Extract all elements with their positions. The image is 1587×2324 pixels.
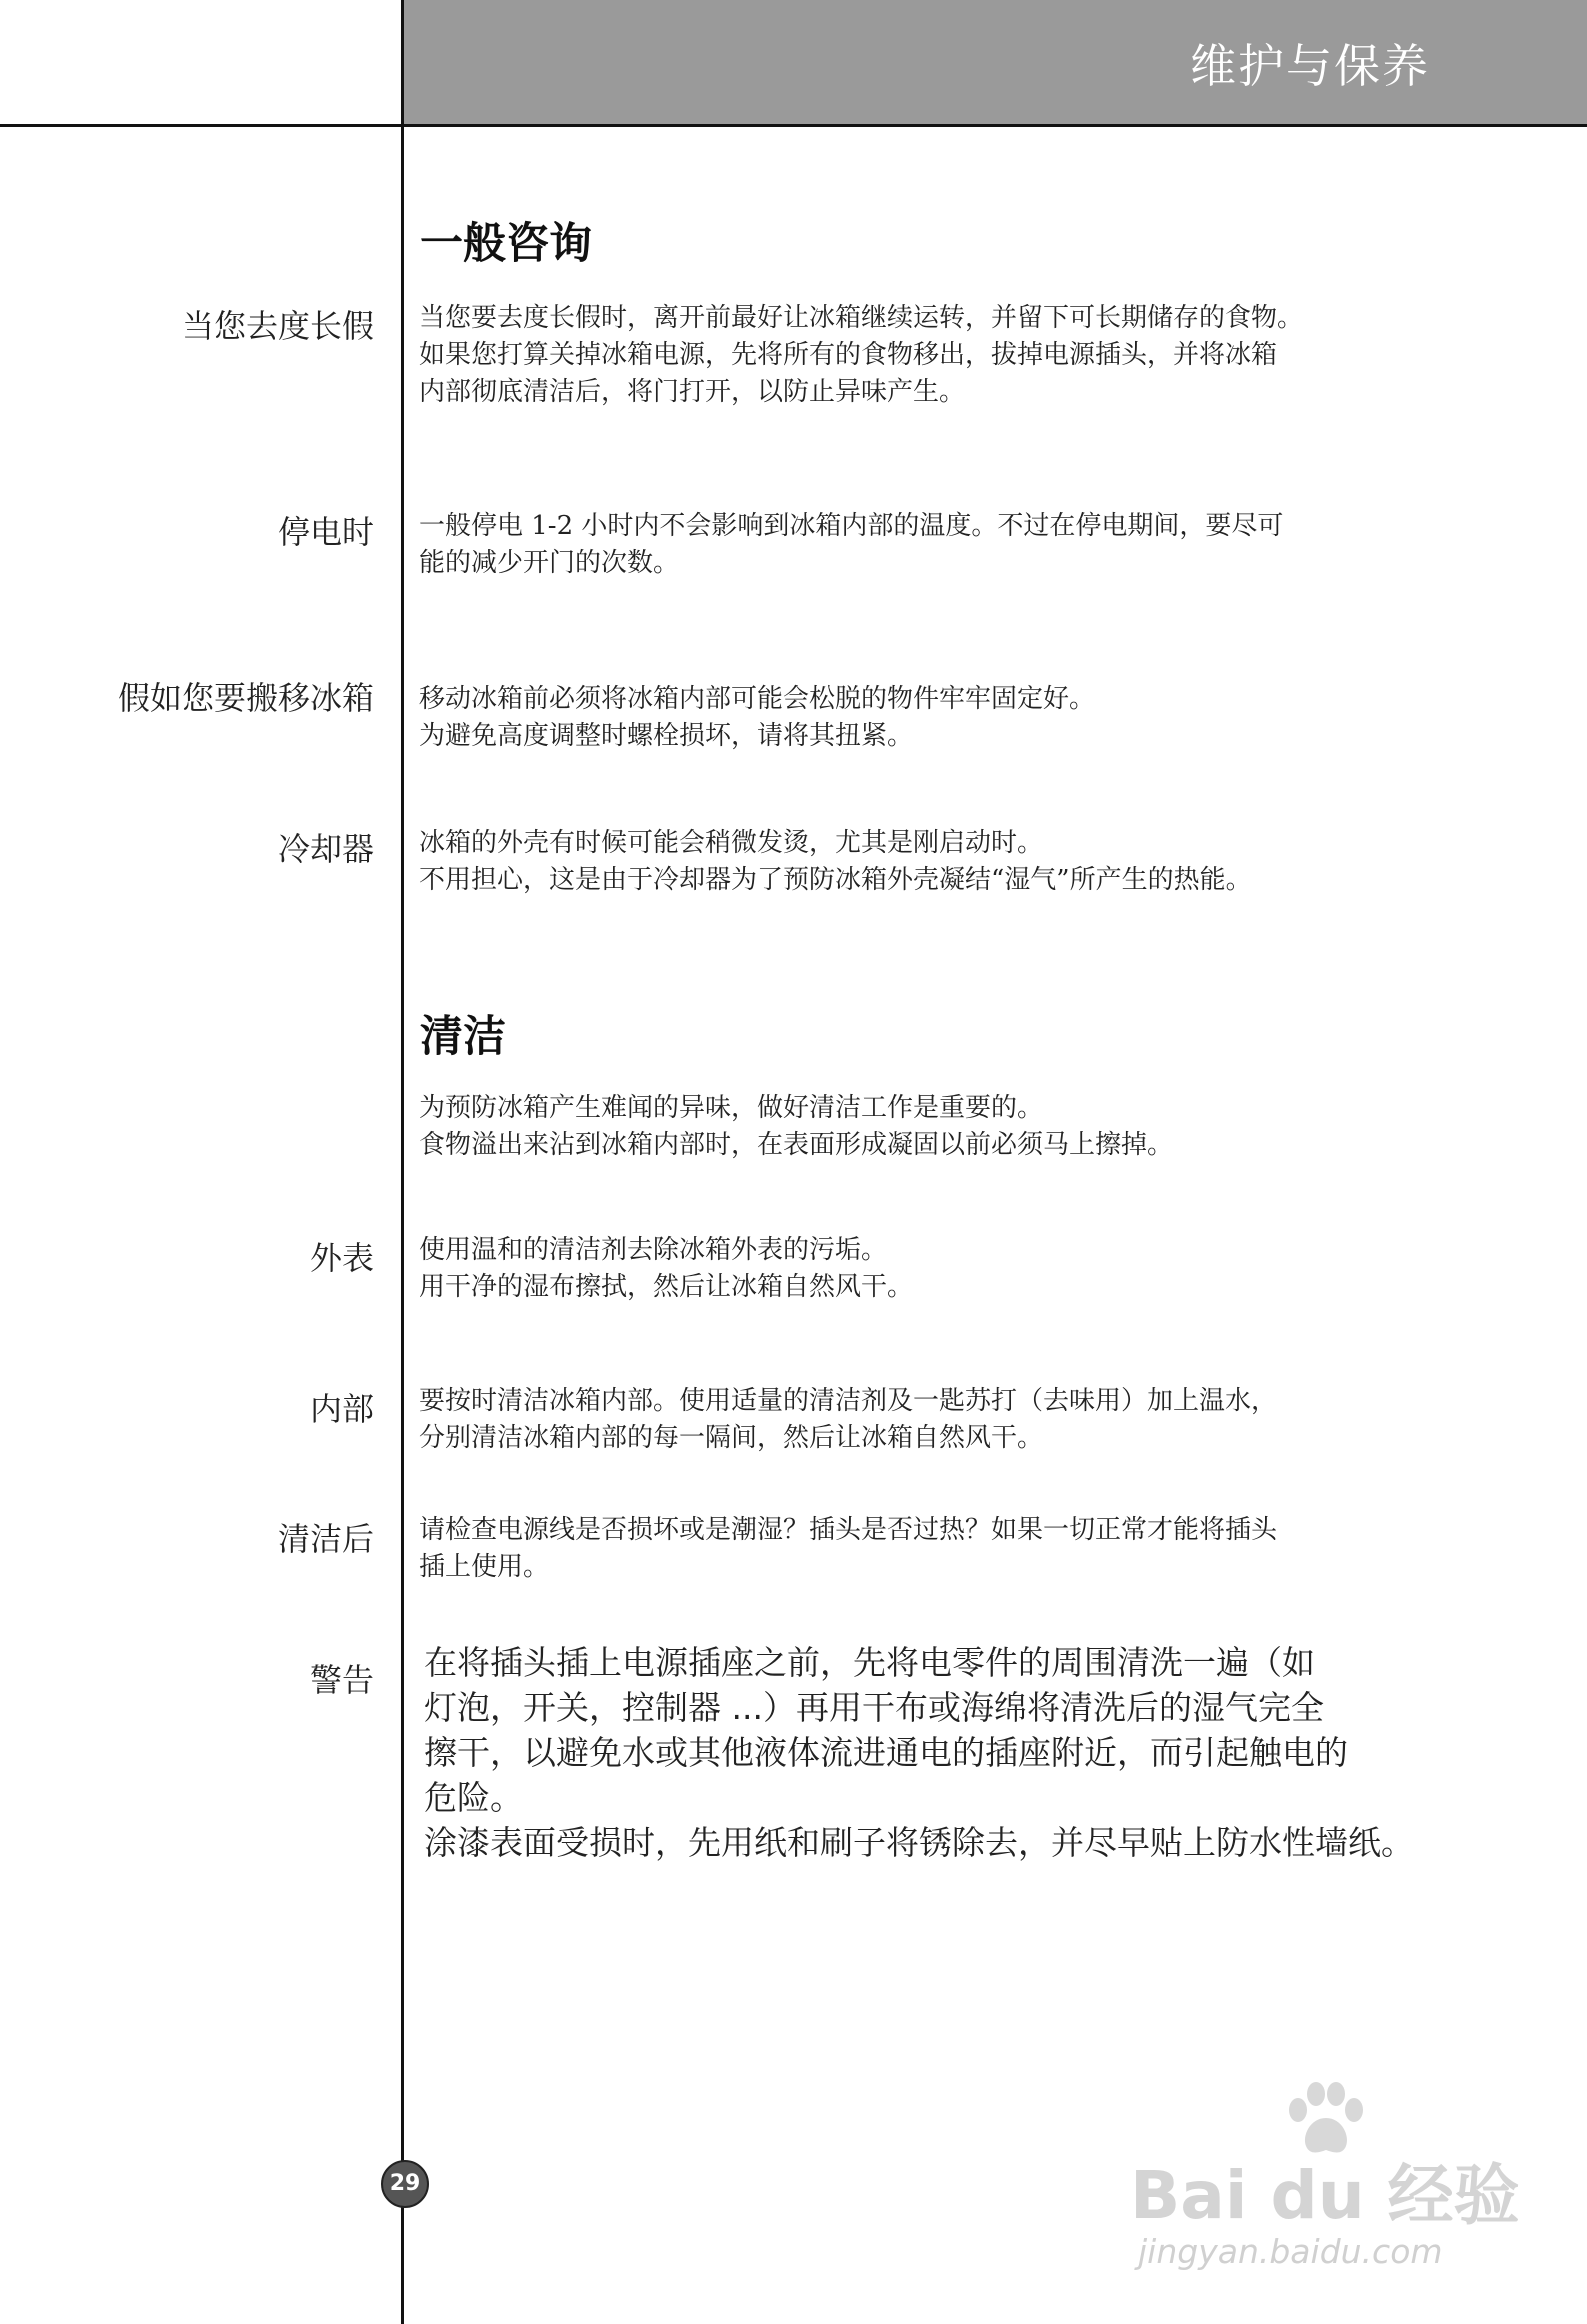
watermark-logo: Bai du 经验 [1130,2157,1520,2234]
page-header-title: 维护与保养 [1190,39,1430,93]
header-band [403,0,1587,124]
label-after-cleaning: 清洁后 [277,1520,374,1558]
text-interior: 要按时清洁冰箱内部。使用适量的清洁剂及一匙苏打（去味用）加上温水， 分别清洁冰箱内部的每一隔间，然后让冰箱自然风干。 [419,1386,1278,1453]
label-moving-fridge: 假如您要搬移冰箱 [117,679,374,717]
text-vacation: 当您要去度长假时，离开前最好让冰箱继续运转，并留下可长期储存的食物。 如果您打算关掉冰箱电源，先将所有的食物移出，拔掉电源插头，并将冰箱 内部彻底清洁后，将门打开，以防止异味产生。 [419,303,1304,407]
text-cleaning-intro: 为预防冰箱产生难闻的异味，做好清洁工作是重要的。 食物溢出来沾到冰箱内部时，在表面形成凝固以前必须马上擦掉。 [419,1093,1174,1160]
section-title-cleaning: 清洁 [420,1012,506,1062]
label-warning: 警告 [309,1661,374,1699]
label-cooler: 冷却器 [277,830,374,868]
label-vacation: 当您去度长假 [181,307,374,345]
header-divider [0,124,1587,127]
text-after-cleaning: 请检查电源线是否损坏或是潮湿？插头是否过热？如果一切正常才能将插头 插上使用。 [419,1515,1278,1582]
text-cooler: 冰箱的外壳有时候可能会稍微发烫，尤其是刚启动时。 不用担心，这是由于冷却器为了预防冰箱外壳凝结“湿气”所产生的热能。 [419,828,1252,895]
text-power-outage: 一般停电 1-2 小时内不会影响到冰箱内部的温度。不过在停电期间，要尽可 能的减少开门的次数。 [419,511,1284,578]
text-warning: 在将插头插上电源插座之前，先将电零件的周围清洗一遍（如 灯泡，开关，控制器 ...）再用干布或海绵将清洗后的湿气完全 擦干，以避免水或其他液体流进通电的插座附近，而引起触电的 危险。 涂漆表面受损时，先用纸和刷子将锈除去，并尽早贴上防水性墙纸。 [424,1643,1414,1862]
watermark [1120,2080,1520,2280]
label-power-outage: 停电时 [277,513,374,551]
section-title-general-inquiry: 一般咨询 [420,219,592,269]
page-number: 29 [381,2160,429,2208]
label-interior: 内部 [309,1390,374,1428]
text-exterior: 使用温和的清洁剂去除冰箱外表的污垢。 用干净的湿布擦拭，然后让冰箱自然风干。 [419,1235,914,1302]
margin-divider [401,0,404,2324]
watermark-url: jingyan.baidu.com [1138,2232,1443,2271]
label-exterior: 外表 [309,1239,374,1277]
text-moving-fridge: 移动冰箱前必须将冰箱内部可能会松脱的物件牢牢固定好。 为避免高度调整时螺栓损坏，请将其扭紧。 [419,684,1096,751]
